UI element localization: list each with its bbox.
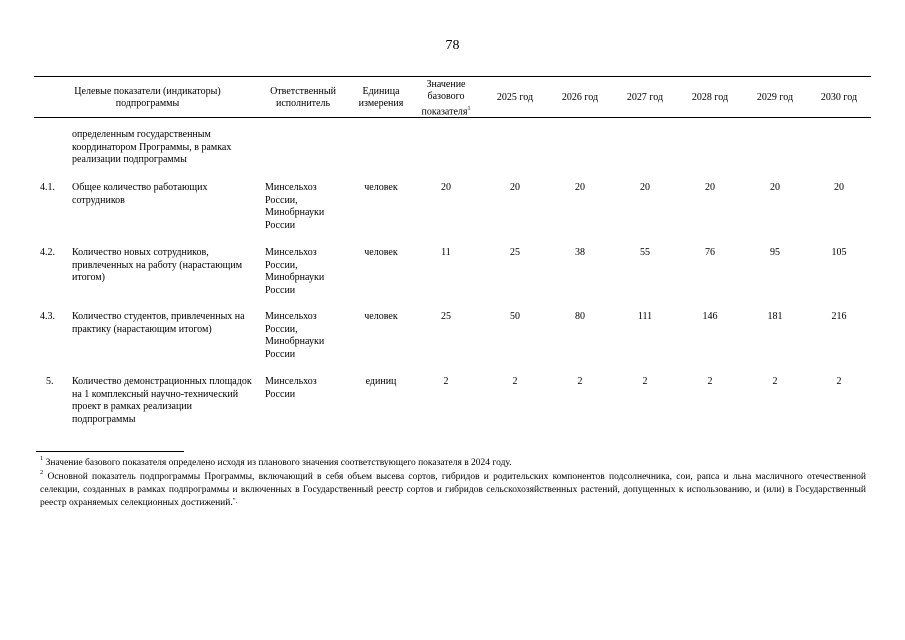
row-unit: единиц — [365, 376, 397, 387]
row-value-2027: 111 — [637, 311, 653, 322]
header-year-2030: 2030 год — [820, 92, 858, 103]
footnote-mark: 1 — [40, 455, 44, 462]
header-year-2029: 2029 год — [756, 92, 794, 103]
executor-line: России, — [265, 259, 298, 271]
row-base-value: 20 — [441, 182, 451, 193]
header-year-2028: 2028 год — [691, 92, 729, 103]
executor-line: России — [265, 284, 296, 296]
row-value-2027: 2 — [642, 376, 648, 387]
row-number: 4.3. — [40, 311, 55, 322]
row-value-2029: 2 — [772, 376, 778, 387]
row-number: 4.1. — [40, 182, 55, 193]
row-indicator-name: Количество студентов, привлеченных на практику (нарастающим итогом) — [72, 311, 245, 335]
executor-line: Минсельхоз — [265, 182, 317, 193]
executor-line: России — [265, 388, 296, 400]
row-value-2030: 20 — [834, 182, 844, 193]
row-executor — [265, 376, 317, 401]
row-indicator-name: Общее количество работающих сотрудников — [72, 182, 208, 206]
row-value-2025: 2 — [512, 376, 518, 387]
row-value-2028: 2 — [707, 376, 713, 387]
header-year-2027: 2027 год — [626, 92, 664, 103]
executor-line: России, — [265, 194, 298, 206]
executor-line: Минсельхоз — [265, 311, 317, 322]
row-executor — [265, 311, 324, 361]
executor-line: Минсельхоз — [265, 376, 317, 387]
row-value-2026: 2 — [577, 376, 583, 387]
row-value-2026: 80 — [575, 311, 585, 322]
footnote — [40, 457, 866, 470]
executor-line: Минобрнауки — [265, 336, 325, 347]
row-value-2027: 20 — [640, 182, 650, 193]
header-year-2026: 2026 год — [561, 92, 599, 103]
executor-line: Минобрнауки — [265, 272, 325, 283]
row-indicator-name: Количество новых сотрудников, привлеченных на работу (нарастающим итогом) — [72, 247, 243, 283]
row-value-2025: 20 — [510, 182, 520, 193]
row-value-2028: 76 — [705, 247, 715, 258]
row-value-2030: 216 — [831, 311, 847, 322]
footnote-closing-mark: ". — [232, 497, 238, 505]
row-unit: человек — [364, 311, 398, 322]
header-indicators: Целевые показатели (индикаторы) подпрограммы — [74, 86, 221, 109]
header-base-sup: 1 — [467, 106, 471, 112]
row-executor — [265, 182, 324, 232]
row-value-2026: 38 — [575, 247, 585, 258]
row-base-value: 2 — [443, 376, 449, 387]
row-value-2029: 95 — [770, 247, 780, 258]
row-value-2029: 181 — [767, 311, 783, 322]
row-base-value: 11 — [441, 247, 451, 258]
footnote-separator — [36, 451, 184, 452]
header-unit: Единица измерения — [358, 86, 404, 109]
continuation-text: определенным государственным координатором Программы, в рамках реализации подпрограммы — [72, 129, 232, 165]
executor-line: Минсельхоз — [265, 247, 317, 258]
table-top-rule — [34, 76, 871, 77]
row-value-2028: 20 — [705, 182, 715, 193]
row-executor — [265, 247, 324, 297]
row-unit: человек — [364, 182, 398, 193]
header-base-text: Значение базового показателя — [421, 79, 468, 118]
header-executor: Ответственный исполнитель — [270, 86, 336, 109]
row-value-2030: 105 — [831, 247, 847, 258]
executor-line: Минобрнауки — [265, 207, 325, 218]
header-base — [415, 79, 477, 118]
row-value-2030: 2 — [836, 376, 842, 387]
footnote-mark: 2 — [40, 469, 44, 476]
row-value-2027: 55 — [640, 247, 650, 258]
footnote-text: Основной показатель подпрограммы Программы, включающий в себя объем высева сортов, гибридов и родительских компонентов подсолнечника, сои, рапса и льна масличного отечественной селекции, созданных в рамках подпрограммы и включенных в Государственный реестр сортов и гибридов сельскохозяйственных растений, допущенных к использованию, и (или) в Государственный реестр охраняемых селекционных достижений. — [40, 472, 866, 508]
row-value-2028: 146 — [702, 311, 718, 322]
row-value-2025: 25 — [510, 247, 520, 258]
page-number: 78 — [445, 38, 460, 53]
footnote — [40, 471, 866, 510]
row-value-2029: 20 — [770, 182, 780, 193]
row-number: 5. — [46, 376, 54, 387]
executor-line: России — [265, 219, 296, 231]
row-indicator-name: Количество демонстрационных площадок на 1 комплексный научно-технический проект в рамках реализации подпрограммы — [72, 376, 252, 425]
footnote-text: Значение базового показателя определено исходя из планового значения соответствующего показателя в 2024 году. — [45, 458, 512, 468]
row-value-2026: 20 — [575, 182, 585, 193]
executor-line: России — [265, 348, 296, 360]
header-year-2025: 2025 год — [496, 92, 534, 103]
row-unit: человек — [364, 247, 398, 258]
row-base-value: 25 — [441, 311, 451, 322]
row-value-2025: 50 — [510, 311, 520, 322]
executor-line: России, — [265, 323, 298, 335]
row-number: 4.2. — [40, 247, 55, 258]
